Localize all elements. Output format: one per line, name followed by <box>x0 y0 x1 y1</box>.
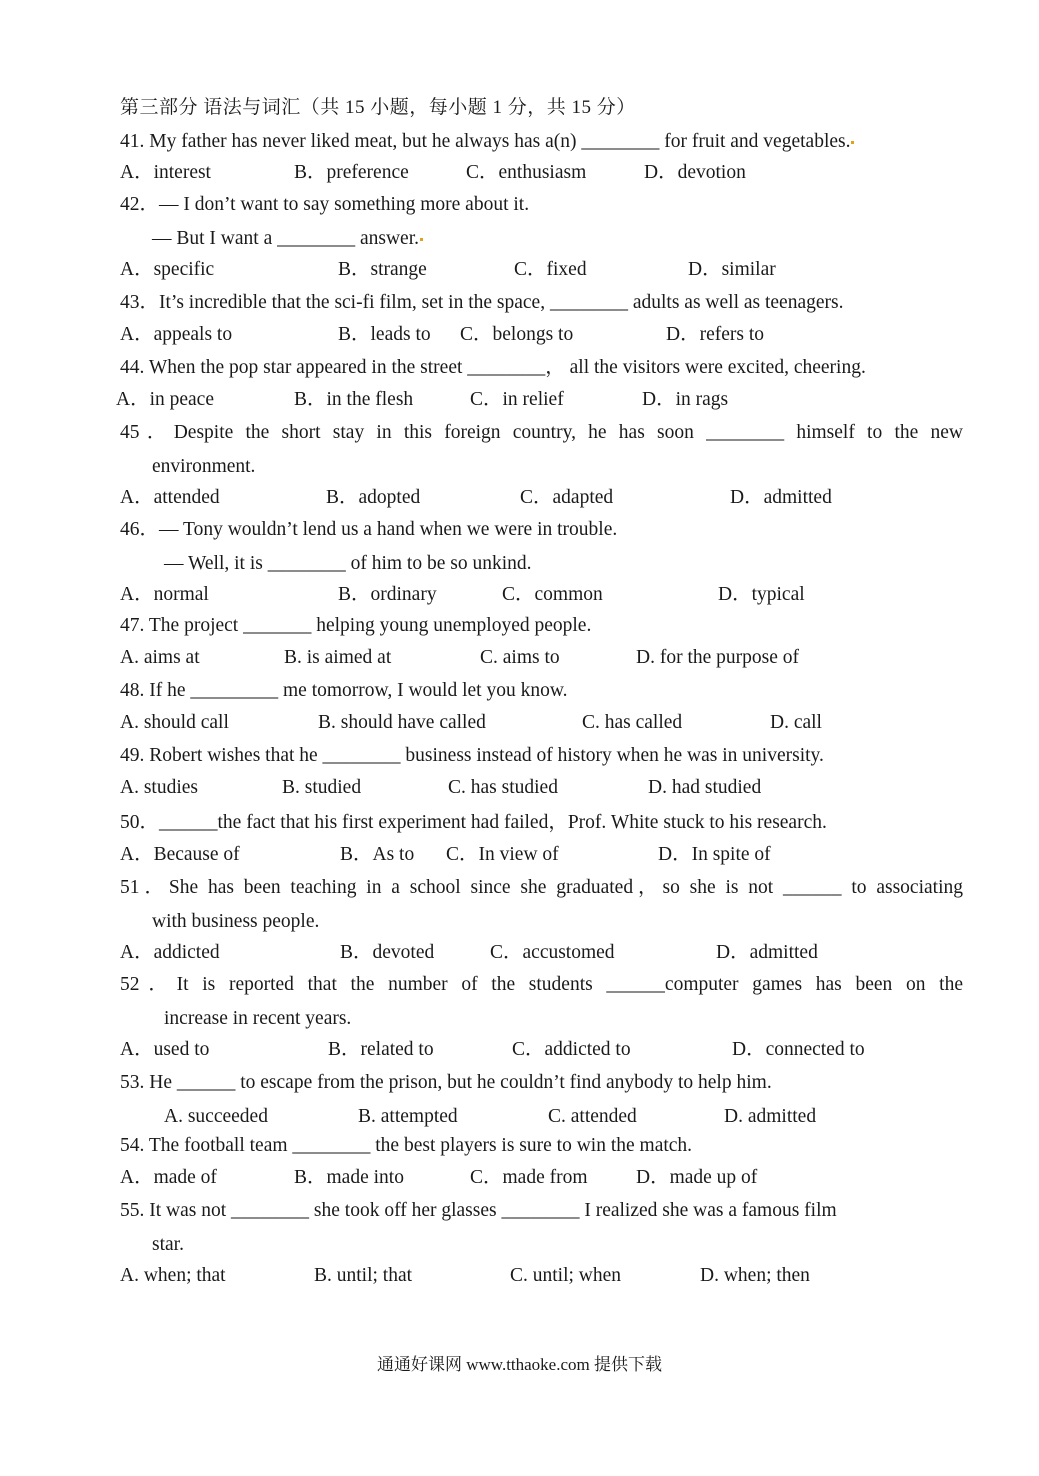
question-text: 46．— Tony wouldn’t lend us a hand when we were in trouble. <box>120 519 618 540</box>
options-47 <box>120 645 980 671</box>
question-text-cont: increase in recent years. <box>164 1008 352 1029</box>
question-text: 51．She has been teaching in a school since she graduated，so she is not ______ to associating <box>120 877 963 898</box>
option-c: C. aims to <box>480 647 560 668</box>
option-b: B．made into <box>294 1167 404 1188</box>
options-50 <box>120 842 980 868</box>
option-b: B．related to <box>328 1039 434 1060</box>
option-d: D．made up of <box>636 1167 758 1188</box>
option-c: C．adapted <box>520 487 614 508</box>
option-a: A. should call <box>120 712 229 733</box>
option-c: C．fixed <box>514 259 587 280</box>
option-a: A. when; that <box>120 1265 226 1286</box>
option-d: D．typical <box>718 584 805 605</box>
option-a: A．attended <box>120 487 220 508</box>
options-49 <box>120 775 980 801</box>
option-d: D．In spite of <box>658 844 771 865</box>
question-48: 48. If he _________ me tomorrow, I would let you know. <box>120 680 568 701</box>
option-d: D．admitted <box>716 942 818 963</box>
option-c: C. has called <box>582 712 683 733</box>
option-a: A．Because of <box>120 844 240 865</box>
question-44: 44. When the pop star appeared in the street ________， all the visitors were excited, cheering. <box>120 357 866 378</box>
option-c: C．made from <box>470 1167 588 1188</box>
options-54 <box>120 1165 980 1191</box>
option-c: C. attended <box>548 1106 637 1127</box>
option-a: A．appeals to <box>120 324 233 345</box>
question-reply: — Well, it is ________ of him to be so unkind. <box>164 553 532 574</box>
question-text-cont: star. <box>152 1234 184 1255</box>
question-51 <box>120 875 963 935</box>
option-a: A．made of <box>120 1167 217 1188</box>
options-53 <box>164 1104 1024 1130</box>
question-text: 45．Despite the short stay in this foreign country, he has soon ________ himself to the new <box>120 422 963 443</box>
option-d: D. admitted <box>724 1106 817 1127</box>
question-45 <box>120 420 963 480</box>
option-a: A. studies <box>120 777 198 798</box>
options-51 <box>120 940 980 966</box>
option-d: D. for the purpose of <box>636 647 799 668</box>
option-b: B．devoted <box>340 942 435 963</box>
options-48 <box>120 710 980 736</box>
option-b: B. is aimed at <box>284 647 392 668</box>
question-41 <box>120 129 854 155</box>
section-heading: 第三部分 语法与词汇（共 15 小题，每小题 1 分，共 15 分） <box>120 97 636 118</box>
options-46 <box>120 582 980 608</box>
option-d: D. had studied <box>648 777 762 798</box>
option-b: B．in the flesh <box>294 389 414 410</box>
question-text: 55. It was not ________ she took off her glasses ________ I realized she was a famous film <box>120 1200 837 1221</box>
option-c: C. until; when <box>510 1265 622 1286</box>
question-text: 42．— I don’t want to say something more about it. <box>120 194 530 215</box>
question-49: 49. Robert wishes that he ________ business instead of history when he was in university. <box>120 745 824 766</box>
question-42 <box>120 192 529 252</box>
mark-dot <box>851 141 854 144</box>
option-d: D．similar <box>688 259 776 280</box>
question-54: 54. The football team ________ the best players is sure to win the match. <box>120 1135 693 1156</box>
option-d: D．devotion <box>644 162 746 183</box>
question-52 <box>120 972 963 1032</box>
footer-source: 通通好课网 www.tthaoke.com 提供下载 <box>376 1355 663 1374</box>
option-d: D．connected to <box>732 1039 865 1060</box>
option-c: C. has studied <box>448 777 558 798</box>
option-c: C．addicted to <box>512 1039 631 1060</box>
option-a: A. aims at <box>120 647 200 668</box>
options-41 <box>120 160 980 186</box>
option-b: B. studied <box>282 777 362 798</box>
option-c: C．accustomed <box>490 942 615 963</box>
option-d: D．admitted <box>730 487 832 508</box>
option-c: C．in relief <box>470 389 564 410</box>
option-c: C．belongs to <box>460 324 574 345</box>
option-b: B．adopted <box>326 487 421 508</box>
options-52 <box>120 1037 980 1063</box>
option-b: B. should have called <box>318 712 486 733</box>
question-reply: — But I want a ________ answer. <box>120 226 529 252</box>
option-c: C．common <box>502 584 603 605</box>
question-43: 43．It’s incredible that the sci-fi film, set in the space, ________ adults as well as teenagers. <box>120 292 844 313</box>
option-a: A．normal <box>120 584 209 605</box>
option-a: A．in peace <box>116 389 214 410</box>
option-b: B．strange <box>338 259 427 280</box>
option-a: A．addicted <box>120 942 220 963</box>
question-46 <box>120 517 617 577</box>
option-a: A. succeeded <box>164 1106 268 1127</box>
option-a: A．used to <box>120 1039 210 1060</box>
question-53: 53. He ______ to escape from the prison, but he couldn’t find anybody to help him. <box>120 1072 772 1093</box>
option-b: B．As to <box>340 844 415 865</box>
option-b: B．ordinary <box>338 584 437 605</box>
options-43 <box>120 322 980 348</box>
option-a: A．specific <box>120 259 215 280</box>
option-b: B．leads to <box>338 324 431 345</box>
option-b: B. attempted <box>358 1106 458 1127</box>
options-45 <box>120 485 980 511</box>
options-42 <box>120 257 980 283</box>
option-d: D. when; then <box>700 1265 810 1286</box>
option-d: D．in rags <box>642 389 729 410</box>
question-text: 52．It is reported that the number of the students ______computer games has been on the <box>120 974 963 995</box>
question-text: 41. My father has never liked meat, but he always has a(n) ________ for fruit and vegetables. <box>120 131 851 152</box>
option-c: C．In view of <box>446 844 559 865</box>
options-55 <box>120 1263 980 1289</box>
question-text-cont: environment. <box>152 456 256 477</box>
option-d: D. call <box>770 712 822 733</box>
question-55 <box>120 1198 837 1258</box>
option-b: B．preference <box>294 162 409 183</box>
question-47: 47. The project _______ helping young unemployed people. <box>120 615 592 636</box>
option-a: A．interest <box>120 162 211 183</box>
options-44 <box>116 387 976 413</box>
question-text-cont: with business people. <box>152 911 320 932</box>
mark-dot <box>420 238 423 241</box>
option-b: B. until; that <box>314 1265 413 1286</box>
option-d: D．refers to <box>666 324 765 345</box>
option-c: C．enthusiasm <box>466 162 587 183</box>
question-50: 50．______the fact that his first experiment had failed，Prof. White stuck to his research. <box>120 812 827 833</box>
